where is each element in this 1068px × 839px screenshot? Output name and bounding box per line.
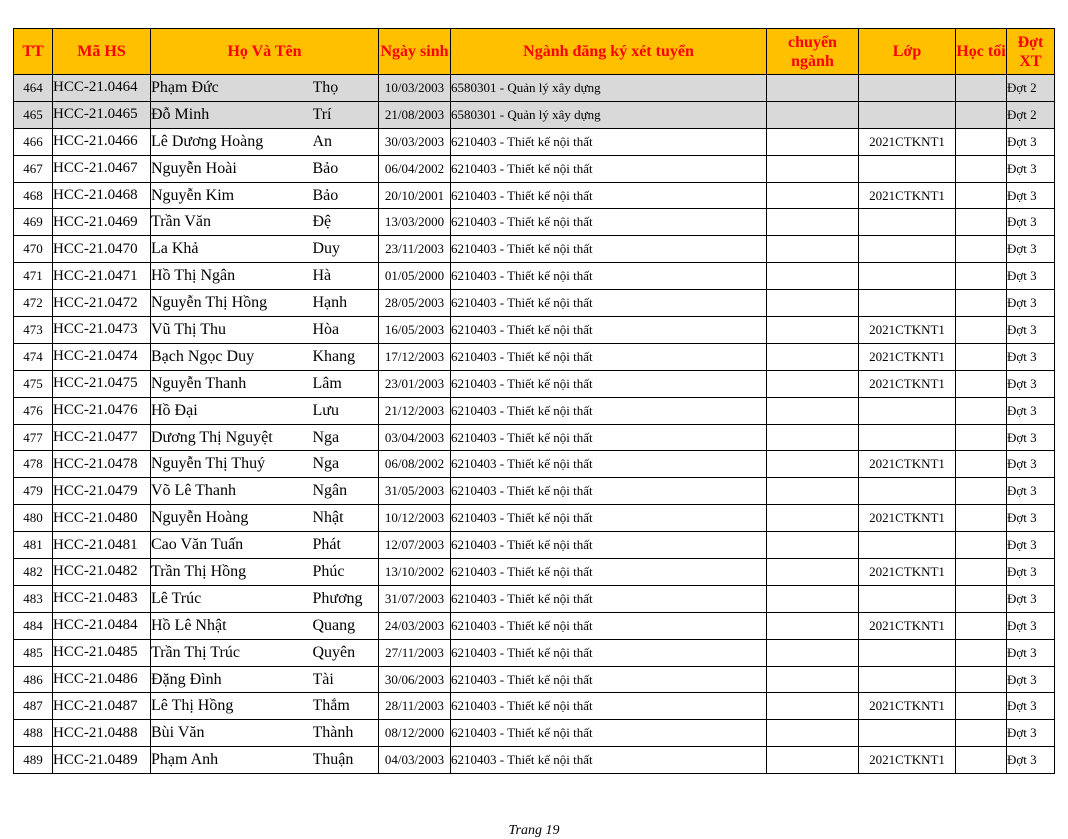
cell-dot-xt: Đợt 3 xyxy=(1007,720,1055,747)
cell-tt: 471 xyxy=(14,263,53,290)
cell-dot-xt: Đợt 3 xyxy=(1007,532,1055,559)
cell-lop: 2021CTKNT1 xyxy=(859,128,956,155)
cell-ma-hs: HCC-21.0470 xyxy=(53,236,151,263)
cell-ho-dem: Đỗ Minh xyxy=(151,101,313,128)
cell-dot-xt: Đợt 3 xyxy=(1007,559,1055,586)
cell-nganh: 6210403 - Thiết kế nội thất xyxy=(451,559,767,586)
cell-dot-xt: Đợt 3 xyxy=(1007,693,1055,720)
cell-ngay-sinh: 28/11/2003 xyxy=(379,693,451,720)
cell-hoc-toi xyxy=(956,666,1007,693)
cell-tt: 477 xyxy=(14,424,53,451)
cell-lop: 2021CTKNT1 xyxy=(859,370,956,397)
cell-lop: 2021CTKNT1 xyxy=(859,559,956,586)
cell-hoc-toi xyxy=(956,370,1007,397)
table-row xyxy=(14,263,1055,290)
cell-chuyen-nganh xyxy=(767,209,859,236)
table-row xyxy=(14,666,1055,693)
cell-lop xyxy=(859,720,956,747)
cell-nganh: 6210403 - Thiết kế nội thất xyxy=(451,639,767,666)
cell-ten: Khang xyxy=(313,343,379,370)
header-ho-va-ten: Họ Và Tên xyxy=(151,29,379,75)
cell-chuyen-nganh xyxy=(767,263,859,290)
cell-ma-hs: HCC-21.0482 xyxy=(53,559,151,586)
cell-ma-hs: HCC-21.0471 xyxy=(53,263,151,290)
cell-ngay-sinh: 01/05/2000 xyxy=(379,263,451,290)
cell-lop xyxy=(859,532,956,559)
cell-lop xyxy=(859,424,956,451)
cell-chuyen-nganh xyxy=(767,747,859,774)
cell-dot-xt: Đợt 3 xyxy=(1007,639,1055,666)
cell-nganh: 6210403 - Thiết kế nội thất xyxy=(451,317,767,344)
cell-ho-dem: Lê Thị Hồng xyxy=(151,693,313,720)
cell-tt: 488 xyxy=(14,720,53,747)
cell-lop: 2021CTKNT1 xyxy=(859,317,956,344)
cell-lop xyxy=(859,639,956,666)
cell-ngay-sinh: 06/04/2002 xyxy=(379,155,451,182)
cell-ten: Đệ xyxy=(313,209,379,236)
cell-ten: Quyên xyxy=(313,639,379,666)
header-tt: TT xyxy=(14,29,53,75)
cell-nganh: 6210403 - Thiết kế nội thất xyxy=(451,532,767,559)
cell-chuyen-nganh xyxy=(767,559,859,586)
cell-hoc-toi xyxy=(956,128,1007,155)
cell-ngay-sinh: 30/06/2003 xyxy=(379,666,451,693)
cell-tt: 473 xyxy=(14,317,53,344)
cell-hoc-toi xyxy=(956,424,1007,451)
cell-nganh: 6210403 - Thiết kế nội thất xyxy=(451,612,767,639)
cell-ma-hs: HCC-21.0472 xyxy=(53,290,151,317)
cell-ma-hs: HCC-21.0468 xyxy=(53,182,151,209)
cell-tt: 484 xyxy=(14,612,53,639)
cell-ma-hs: HCC-21.0487 xyxy=(53,693,151,720)
header-hoc-toi: Học tối xyxy=(956,29,1007,75)
page-footer: Trang 19 xyxy=(508,823,560,838)
table-row xyxy=(14,317,1055,344)
cell-hoc-toi xyxy=(956,155,1007,182)
cell-tt: 466 xyxy=(14,128,53,155)
cell-chuyen-nganh xyxy=(767,424,859,451)
cell-lop xyxy=(859,101,956,128)
cell-tt: 464 xyxy=(14,75,53,102)
cell-dot-xt: Đợt 3 xyxy=(1007,290,1055,317)
cell-ho-dem: Phạm Đức xyxy=(151,75,313,102)
cell-nganh: 6580301 - Quản lý xây dựng xyxy=(451,101,767,128)
cell-ho-dem: Nguyễn Kim xyxy=(151,182,313,209)
cell-chuyen-nganh xyxy=(767,397,859,424)
cell-tt: 470 xyxy=(14,236,53,263)
cell-hoc-toi xyxy=(956,290,1007,317)
cell-ho-dem: Nguyễn Thị Hồng xyxy=(151,290,313,317)
cell-ho-dem: Vũ Thị Thu xyxy=(151,317,313,344)
cell-ten: Quang xyxy=(313,612,379,639)
cell-ma-hs: HCC-21.0486 xyxy=(53,666,151,693)
cell-hoc-toi xyxy=(956,505,1007,532)
cell-ngay-sinh: 23/01/2003 xyxy=(379,370,451,397)
cell-ten: Nhật xyxy=(313,505,379,532)
cell-ho-dem: Đặng Đình xyxy=(151,666,313,693)
table-row xyxy=(14,343,1055,370)
cell-ten: Thắm xyxy=(313,693,379,720)
cell-lop xyxy=(859,209,956,236)
cell-lop xyxy=(859,397,956,424)
student-roster-table xyxy=(13,28,1055,774)
cell-ten: Tài xyxy=(313,666,379,693)
cell-ma-hs: HCC-21.0474 xyxy=(53,343,151,370)
cell-hoc-toi xyxy=(956,612,1007,639)
cell-nganh: 6210403 - Thiết kế nội thất xyxy=(451,693,767,720)
cell-ma-hs: HCC-21.0477 xyxy=(53,424,151,451)
cell-tt: 467 xyxy=(14,155,53,182)
cell-hoc-toi xyxy=(956,397,1007,424)
cell-ten: Bảo xyxy=(313,182,379,209)
cell-ma-hs: HCC-21.0465 xyxy=(53,101,151,128)
cell-chuyen-nganh xyxy=(767,693,859,720)
cell-dot-xt: Đợt 3 xyxy=(1007,747,1055,774)
cell-ho-dem: Lê Trúc xyxy=(151,585,313,612)
cell-ngay-sinh: 12/07/2003 xyxy=(379,532,451,559)
cell-ten: Hạnh xyxy=(313,290,379,317)
cell-tt: 469 xyxy=(14,209,53,236)
cell-ngay-sinh: 21/08/2003 xyxy=(379,101,451,128)
cell-dot-xt: Đợt 2 xyxy=(1007,75,1055,102)
cell-hoc-toi xyxy=(956,639,1007,666)
cell-ten: Phát xyxy=(313,532,379,559)
cell-tt: 480 xyxy=(14,505,53,532)
cell-ngay-sinh: 17/12/2003 xyxy=(379,343,451,370)
cell-nganh: 6210403 - Thiết kế nội thất xyxy=(451,666,767,693)
cell-chuyen-nganh xyxy=(767,585,859,612)
table-row xyxy=(14,747,1055,774)
cell-ho-dem: Hồ Lê Nhật xyxy=(151,612,313,639)
cell-ho-dem: Nguyễn Thanh xyxy=(151,370,313,397)
cell-ho-dem: Nguyễn Hoài xyxy=(151,155,313,182)
table-row xyxy=(14,370,1055,397)
cell-ten: Thọ xyxy=(313,75,379,102)
table-row xyxy=(14,505,1055,532)
cell-chuyen-nganh xyxy=(767,451,859,478)
cell-ma-hs: HCC-21.0479 xyxy=(53,478,151,505)
cell-ngay-sinh: 24/03/2003 xyxy=(379,612,451,639)
cell-ho-dem: Trần Văn xyxy=(151,209,313,236)
cell-hoc-toi xyxy=(956,343,1007,370)
cell-ho-dem: Võ Lê Thanh xyxy=(151,478,313,505)
cell-lop xyxy=(859,478,956,505)
table-row xyxy=(14,209,1055,236)
cell-ngay-sinh: 27/11/2003 xyxy=(379,639,451,666)
cell-nganh: 6210403 - Thiết kế nội thất xyxy=(451,397,767,424)
cell-ma-hs: HCC-21.0489 xyxy=(53,747,151,774)
cell-ngay-sinh: 03/04/2003 xyxy=(379,424,451,451)
cell-chuyen-nganh xyxy=(767,505,859,532)
cell-ho-dem: Bùi Văn xyxy=(151,720,313,747)
cell-nganh: 6210403 - Thiết kế nội thất xyxy=(451,451,767,478)
cell-lop: 2021CTKNT1 xyxy=(859,747,956,774)
cell-ma-hs: HCC-21.0485 xyxy=(53,639,151,666)
cell-nganh: 6580301 - Quản lý xây dựng xyxy=(451,75,767,102)
cell-tt: 478 xyxy=(14,451,53,478)
cell-ho-dem: Nguyễn Hoàng xyxy=(151,505,313,532)
header-nganh: Ngành đăng ký xét tuyển xyxy=(451,29,767,75)
cell-dot-xt: Đợt 3 xyxy=(1007,209,1055,236)
cell-dot-xt: Đợt 3 xyxy=(1007,585,1055,612)
cell-ngay-sinh: 10/03/2003 xyxy=(379,75,451,102)
cell-ma-hs: HCC-21.0473 xyxy=(53,317,151,344)
cell-ten: Lưu xyxy=(313,397,379,424)
cell-lop xyxy=(859,75,956,102)
cell-hoc-toi xyxy=(956,75,1007,102)
table-row xyxy=(14,424,1055,451)
cell-nganh: 6210403 - Thiết kế nội thất xyxy=(451,182,767,209)
table-row xyxy=(14,585,1055,612)
cell-dot-xt: Đợt 3 xyxy=(1007,317,1055,344)
cell-hoc-toi xyxy=(956,693,1007,720)
table-row xyxy=(14,612,1055,639)
cell-dot-xt: Đợt 3 xyxy=(1007,505,1055,532)
cell-lop: 2021CTKNT1 xyxy=(859,693,956,720)
cell-tt: 468 xyxy=(14,182,53,209)
cell-hoc-toi xyxy=(956,236,1007,263)
cell-ten: Hà xyxy=(313,263,379,290)
cell-hoc-toi xyxy=(956,101,1007,128)
cell-hoc-toi xyxy=(956,209,1007,236)
header-ngay-sinh: Ngày sinh xyxy=(379,29,451,75)
table-row xyxy=(14,639,1055,666)
table-row xyxy=(14,559,1055,586)
cell-hoc-toi xyxy=(956,451,1007,478)
cell-ten: Lâm xyxy=(313,370,379,397)
header-dot-xt: Đợt XT xyxy=(1007,29,1055,75)
cell-nganh: 6210403 - Thiết kế nội thất xyxy=(451,478,767,505)
cell-ngay-sinh: 06/08/2002 xyxy=(379,451,451,478)
cell-nganh: 6210403 - Thiết kế nội thất xyxy=(451,424,767,451)
cell-ho-dem: Trần Thị Hồng xyxy=(151,559,313,586)
cell-ma-hs: HCC-21.0475 xyxy=(53,370,151,397)
cell-dot-xt: Đợt 2 xyxy=(1007,101,1055,128)
cell-lop: 2021CTKNT1 xyxy=(859,505,956,532)
cell-lop xyxy=(859,290,956,317)
cell-ngay-sinh: 31/05/2003 xyxy=(379,478,451,505)
cell-hoc-toi xyxy=(956,585,1007,612)
cell-dot-xt: Đợt 3 xyxy=(1007,397,1055,424)
cell-chuyen-nganh xyxy=(767,639,859,666)
cell-ma-hs: HCC-21.0488 xyxy=(53,720,151,747)
cell-ho-dem: Phạm Anh xyxy=(151,747,313,774)
cell-dot-xt: Đợt 3 xyxy=(1007,612,1055,639)
cell-ten: Ngân xyxy=(313,478,379,505)
cell-tt: 482 xyxy=(14,559,53,586)
table-row xyxy=(14,720,1055,747)
cell-hoc-toi xyxy=(956,478,1007,505)
cell-ho-dem: Cao Văn Tuấn xyxy=(151,532,313,559)
cell-dot-xt: Đợt 3 xyxy=(1007,424,1055,451)
cell-lop: 2021CTKNT1 xyxy=(859,612,956,639)
cell-hoc-toi xyxy=(956,747,1007,774)
cell-nganh: 6210403 - Thiết kế nội thất xyxy=(451,290,767,317)
cell-ma-hs: HCC-21.0484 xyxy=(53,612,151,639)
cell-chuyen-nganh xyxy=(767,182,859,209)
cell-ma-hs: HCC-21.0478 xyxy=(53,451,151,478)
cell-dot-xt: Đợt 3 xyxy=(1007,666,1055,693)
cell-ho-dem: Trần Thị Trúc xyxy=(151,639,313,666)
cell-chuyen-nganh xyxy=(767,155,859,182)
cell-chuyen-nganh xyxy=(767,290,859,317)
cell-dot-xt: Đợt 3 xyxy=(1007,370,1055,397)
cell-tt: 472 xyxy=(14,290,53,317)
header-lop: Lớp xyxy=(859,29,956,75)
cell-tt: 476 xyxy=(14,397,53,424)
cell-lop: 2021CTKNT1 xyxy=(859,343,956,370)
cell-ten: Bảo xyxy=(313,155,379,182)
cell-dot-xt: Đợt 3 xyxy=(1007,128,1055,155)
cell-ten: Phúc xyxy=(313,559,379,586)
cell-nganh: 6210403 - Thiết kế nội thất xyxy=(451,155,767,182)
table-row xyxy=(14,290,1055,317)
table-row xyxy=(14,451,1055,478)
cell-ngay-sinh: 08/12/2000 xyxy=(379,720,451,747)
cell-chuyen-nganh xyxy=(767,612,859,639)
cell-ngay-sinh: 04/03/2003 xyxy=(379,747,451,774)
table-row xyxy=(14,155,1055,182)
cell-chuyen-nganh xyxy=(767,317,859,344)
cell-chuyen-nganh xyxy=(767,101,859,128)
cell-ngay-sinh: 10/12/2003 xyxy=(379,505,451,532)
cell-tt: 465 xyxy=(14,101,53,128)
cell-ma-hs: HCC-21.0476 xyxy=(53,397,151,424)
cell-ma-hs: HCC-21.0483 xyxy=(53,585,151,612)
cell-dot-xt: Đợt 3 xyxy=(1007,236,1055,263)
cell-ngay-sinh: 23/11/2003 xyxy=(379,236,451,263)
cell-ten: An xyxy=(313,128,379,155)
cell-chuyen-nganh xyxy=(767,75,859,102)
cell-lop xyxy=(859,263,956,290)
cell-hoc-toi xyxy=(956,317,1007,344)
cell-lop: 2021CTKNT1 xyxy=(859,451,956,478)
cell-tt: 481 xyxy=(14,532,53,559)
cell-nganh: 6210403 - Thiết kế nội thất xyxy=(451,209,767,236)
cell-tt: 489 xyxy=(14,747,53,774)
cell-dot-xt: Đợt 3 xyxy=(1007,263,1055,290)
cell-chuyen-nganh xyxy=(767,128,859,155)
cell-ma-hs: HCC-21.0469 xyxy=(53,209,151,236)
cell-ten: Nga xyxy=(313,424,379,451)
table-row xyxy=(14,397,1055,424)
cell-nganh: 6210403 - Thiết kế nội thất xyxy=(451,747,767,774)
cell-hoc-toi xyxy=(956,263,1007,290)
table-row xyxy=(14,478,1055,505)
cell-ngay-sinh: 21/12/2003 xyxy=(379,397,451,424)
table-row xyxy=(14,236,1055,263)
table-row xyxy=(14,101,1055,128)
table-body xyxy=(14,75,1055,774)
cell-dot-xt: Đợt 3 xyxy=(1007,478,1055,505)
cell-lop xyxy=(859,666,956,693)
table-row xyxy=(14,182,1055,209)
cell-ho-dem: Nguyễn Thị Thuý xyxy=(151,451,313,478)
cell-ho-dem: La Khả xyxy=(151,236,313,263)
cell-dot-xt: Đợt 3 xyxy=(1007,343,1055,370)
cell-ngay-sinh: 13/10/2002 xyxy=(379,559,451,586)
cell-lop: 2021CTKNT1 xyxy=(859,182,956,209)
cell-nganh: 6210403 - Thiết kế nội thất xyxy=(451,585,767,612)
cell-ho-dem: Hồ Thị Ngân xyxy=(151,263,313,290)
cell-ngay-sinh: 30/03/2003 xyxy=(379,128,451,155)
cell-tt: 475 xyxy=(14,370,53,397)
cell-ma-hs: HCC-21.0464 xyxy=(53,75,151,102)
cell-nganh: 6210403 - Thiết kế nội thất xyxy=(451,720,767,747)
cell-hoc-toi xyxy=(956,182,1007,209)
cell-chuyen-nganh xyxy=(767,666,859,693)
cell-ho-dem: Dương Thị Nguyệt xyxy=(151,424,313,451)
cell-ten: Thuận xyxy=(313,747,379,774)
cell-tt: 487 xyxy=(14,693,53,720)
cell-ngay-sinh: 16/05/2003 xyxy=(379,317,451,344)
cell-chuyen-nganh xyxy=(767,720,859,747)
cell-tt: 485 xyxy=(14,639,53,666)
cell-ma-hs: HCC-21.0467 xyxy=(53,155,151,182)
cell-chuyen-nganh xyxy=(767,478,859,505)
table-row xyxy=(14,75,1055,102)
cell-ho-dem: Bạch Ngọc Duy xyxy=(151,343,313,370)
cell-hoc-toi xyxy=(956,532,1007,559)
cell-nganh: 6210403 - Thiết kế nội thất xyxy=(451,505,767,532)
cell-lop xyxy=(859,236,956,263)
cell-nganh: 6210403 - Thiết kế nội thất xyxy=(451,343,767,370)
cell-dot-xt: Đợt 3 xyxy=(1007,155,1055,182)
cell-ngay-sinh: 31/07/2003 xyxy=(379,585,451,612)
cell-ten: Thành xyxy=(313,720,379,747)
cell-dot-xt: Đợt 3 xyxy=(1007,451,1055,478)
cell-ma-hs: HCC-21.0466 xyxy=(53,128,151,155)
cell-ngay-sinh: 28/05/2003 xyxy=(379,290,451,317)
cell-chuyen-nganh xyxy=(767,532,859,559)
cell-dot-xt: Đợt 3 xyxy=(1007,182,1055,209)
cell-ma-hs: HCC-21.0480 xyxy=(53,505,151,532)
cell-ten: Nga xyxy=(313,451,379,478)
cell-tt: 483 xyxy=(14,585,53,612)
cell-hoc-toi xyxy=(956,720,1007,747)
cell-nganh: 6210403 - Thiết kế nội thất xyxy=(451,263,767,290)
cell-ten: Trí xyxy=(313,101,379,128)
cell-tt: 474 xyxy=(14,343,53,370)
cell-ten: Duy xyxy=(313,236,379,263)
cell-ho-dem: Hồ Đại xyxy=(151,397,313,424)
cell-nganh: 6210403 - Thiết kế nội thất xyxy=(451,236,767,263)
cell-tt: 486 xyxy=(14,666,53,693)
cell-tt: 479 xyxy=(14,478,53,505)
cell-lop xyxy=(859,155,956,182)
cell-chuyen-nganh xyxy=(767,370,859,397)
cell-ho-dem: Lê Dương Hoàng xyxy=(151,128,313,155)
cell-nganh: 6210403 - Thiết kế nội thất xyxy=(451,128,767,155)
cell-ma-hs: HCC-21.0481 xyxy=(53,532,151,559)
cell-nganh: 6210403 - Thiết kế nội thất xyxy=(451,370,767,397)
cell-ngay-sinh: 20/10/2001 xyxy=(379,182,451,209)
cell-ten: Phương xyxy=(313,585,379,612)
cell-ngay-sinh: 13/03/2000 xyxy=(379,209,451,236)
cell-ten: Hòa xyxy=(313,317,379,344)
table-row xyxy=(14,693,1055,720)
header-ma-hs: Mã HS xyxy=(53,29,151,75)
header-chuyen-nganh: chuyển ngành xyxy=(767,29,859,75)
cell-lop xyxy=(859,585,956,612)
table-row xyxy=(14,128,1055,155)
cell-hoc-toi xyxy=(956,559,1007,586)
cell-chuyen-nganh xyxy=(767,343,859,370)
table-row xyxy=(14,532,1055,559)
cell-chuyen-nganh xyxy=(767,236,859,263)
table-header-row xyxy=(14,29,1055,75)
